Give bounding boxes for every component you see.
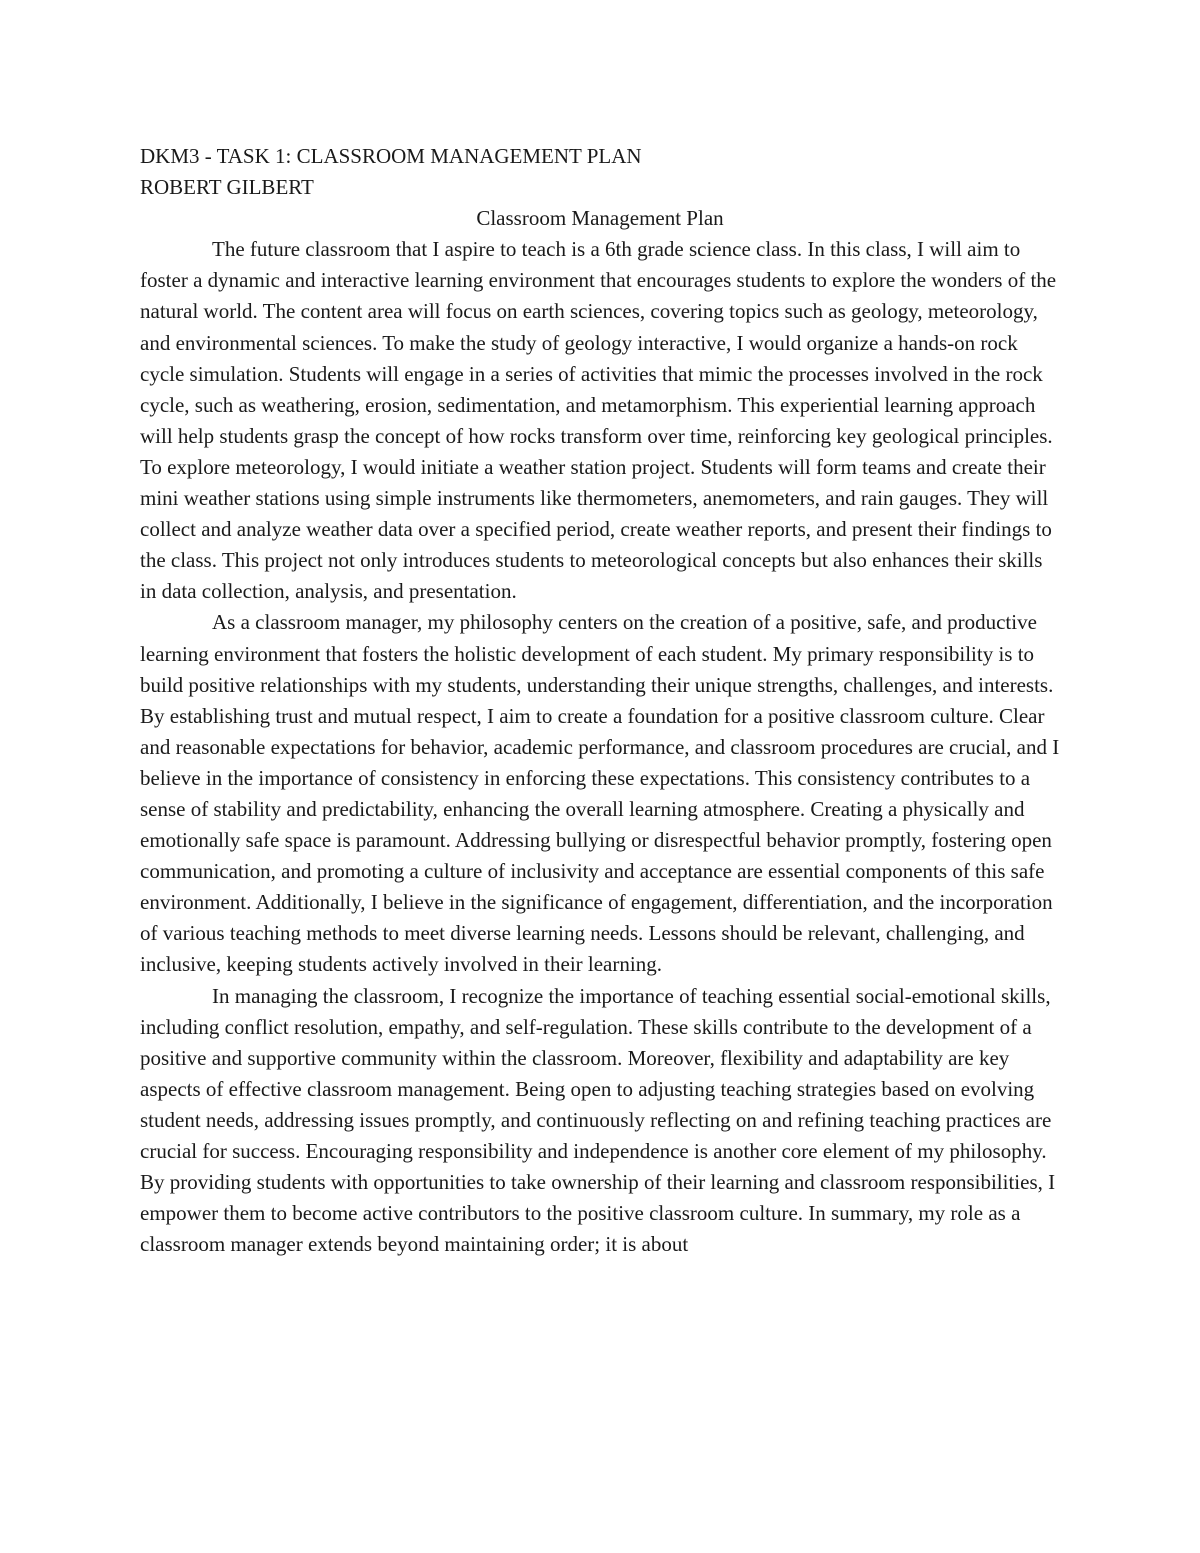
task-heading: DKM3 - TASK 1: CLASSROOM MANAGEMENT PLAN <box>140 144 642 168</box>
author-name: ROBERT GILBERT <box>140 175 314 200</box>
paragraph-course-description: The future classroom that I aspire to teach is a 6th grade science class. In this class, I will aim to foster a dynamic and interactive learning environment that encourages students to explore the wonders of the natural world. The content area will focus on earth sciences, covering topics such as geology, meteorology, and environmental sciences. To make the study of geology interactive, I would organize a hands-on rock cycle simulation. Students will engage in a series of activities that mimic the processes involved in the rock cycle, such as weathering, erosion, sedimentation, and metamorphism. This experiential learning approach will help students grasp the concept of how rocks transform over time, reinforcing key geological principles. To explore meteorology, I would initiate a weather station project. Students will form teams and create their mini weather stations using simple instruments like thermometers, anemometers, and rain gauges. They will collect and analyze weather data over a specified period, create weather reports, and present their findings to the class. This project not only introduces students to meteorological concepts but also enhances their skills in data collection, analysis, and presentation. <box>140 237 1057 604</box>
paragraph-management-philosophy: As a classroom manager, my philosophy centers on the creation of a positive, safe, and productive learning environment that fosters the holistic development of each student. My primary responsibility is to build positive relationships with my students, understanding their unique strengths, challenges, and interests. By establishing trust and mutual respect, I aim to create a foundation for a positive classroom culture. Clear and reasonable expectations for behavior, academic performance, and classroom procedures are crucial, and I believe in the importance of consistency in enforcing these expectations. This consistency contributes to a sense of stability and predictability, enhancing the overall learning atmosphere. Creating a physically and emotionally safe space is paramount. Addressing bullying or disrespectful behavior promptly, fostering open communication, and promoting a culture of inclusivity and acceptance are essential components of this safe environment. Additionally, I believe in the significance of engagement, differentiation, and the incorporation of various teaching methods to meet diverse learning needs. Lessons should be relevant, challenging, and inclusive, keeping students actively involved in their learning. <box>140 610 1060 977</box>
document-title: Classroom Management Plan <box>476 206 724 231</box>
paragraph-social-emotional-skills: In managing the classroom, I recognize the importance of teaching essential social-emotional skills, including conflict resolution, empathy, and self-regulation. These skills contribute to the development of a positive and supportive community within the classroom. Moreover, flexibility and adaptability are key aspects of effective classroom management. Being open to adjusting teaching strategies based on evolving student needs, addressing issues promptly, and continuously reflecting on and refining teaching practices are crucial for success. Encouraging responsibility and independence is another core element of my philosophy. By providing students with opportunities to take ownership of their learning and classroom responsibilities, I empower them to become active contributors to the positive classroom culture. In summary, my role as a classroom manager extends beyond maintaining order; it is about <box>140 983 1056 1257</box>
document-body <box>140 141 1060 1260</box>
